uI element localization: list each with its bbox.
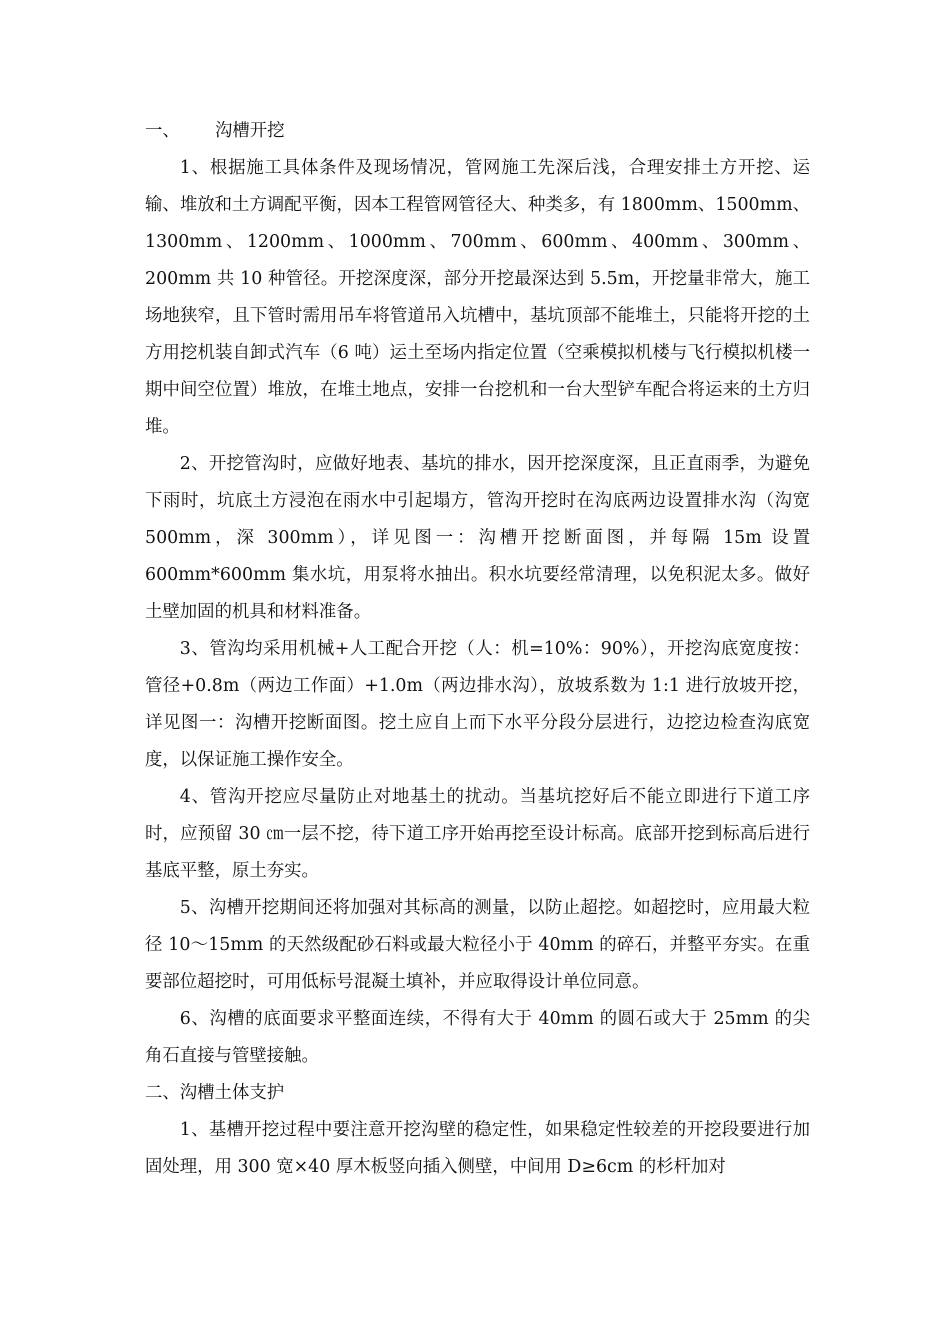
section-1-paragraph-3: 3、管沟均采用机械+人工配合开挖（人：机=10%：90%），开挖沟底宽度按：管径+0.8m（两边工作面）+1.0m（两边排水沟），放坡系数为 1:1 进行放坡开挖，详见图一：沟槽开挖断面图。挖土应自上而下水平分段分层进行，边挖边检查沟底宽度，以保证施工操作安全。 xyxy=(145,639,810,770)
document-body xyxy=(145,113,810,1186)
section-1-heading xyxy=(145,113,810,150)
section-1-paragraph-2: 2、开挖管沟时，应做好地表、基坑的排水，因开挖深度深，且正直雨季，为避免下雨时，坑底土方浸泡在雨水中引起塌方，管沟开挖时在沟底两边设置排水沟（沟宽 500mm，深 300mm），详见图一：沟槽开挖断面图，并每隔 15m 设置 600mm*600mm 集水坑，用泵将水抽出。积水坑要经常清理，以免积泥太多。做好土壁加固的机具和材料准备。 xyxy=(145,454,810,622)
section-1-paragraph-5: 5、沟槽开挖期间还将加强对其标高的测量，以防止超挖。如超挖时，应用最大粒径 10～15mm 的天然级配砂石料或最大粒径小于 40mm 的碎石，并整平夯实。在重要部位超挖时，可用低标号混凝土填补，并应取得设计单位同意。 xyxy=(145,898,810,992)
section-1-title: 沟槽开挖 xyxy=(215,121,285,141)
section-1-paragraph-4: 4、管沟开挖应尽量防止对地基土的扰动。当基坑挖好后不能立即进行下道工序时，应预留 30 ㎝一层不挖，待下道工序开始再挖至设计标高。底部开挖到标高后进行基底平整，原土夯实。 xyxy=(145,787,810,881)
section-1-paragraph-6: 6、沟槽的底面要求平整面连续，不得有大于 40mm 的圆石或大于 25mm 的尖角石直接与管壁接触。 xyxy=(145,1009,810,1066)
section-1-number: 一、 xyxy=(145,121,180,141)
section-2-heading: 二、沟槽土体支护 xyxy=(145,1083,285,1103)
section-2-paragraph-1: 1、基槽开挖过程中要注意开挖沟壁的稳定性，如果稳定性较差的开挖段要进行加固处理，用 300 宽×40 厚木板竖向插入侧壁，中间用 D≥6cm 的杉杆加对 xyxy=(145,1120,810,1177)
section-1-paragraph-1: 1、根据施工具体条件及现场情况，管网施工先深后浅，合理安排土方开挖、运输、堆放和土方调配平衡，因本工程管网管径大、种类多，有 1800mm、1500mm、1300mm、1200mm、1000mm、700mm、600mm、400mm、300mm、200mm 共 10 种管径。开挖深度深，部分开挖最深达到 5.5m，开挖量非常大，施工场地狭窄，且下管时需用吊车将管道吊入坑槽中，基坑顶部不能堆土，只能将开挖的土方用挖机装自卸式汽车（6 吨）运土至场内指定位置（空乘模拟机楼与飞行模拟机楼一期中间空位置）堆放，在堆土地点，安排一台挖机和一台大型铲车配合将运来的土方归堆。 xyxy=(145,158,810,437)
